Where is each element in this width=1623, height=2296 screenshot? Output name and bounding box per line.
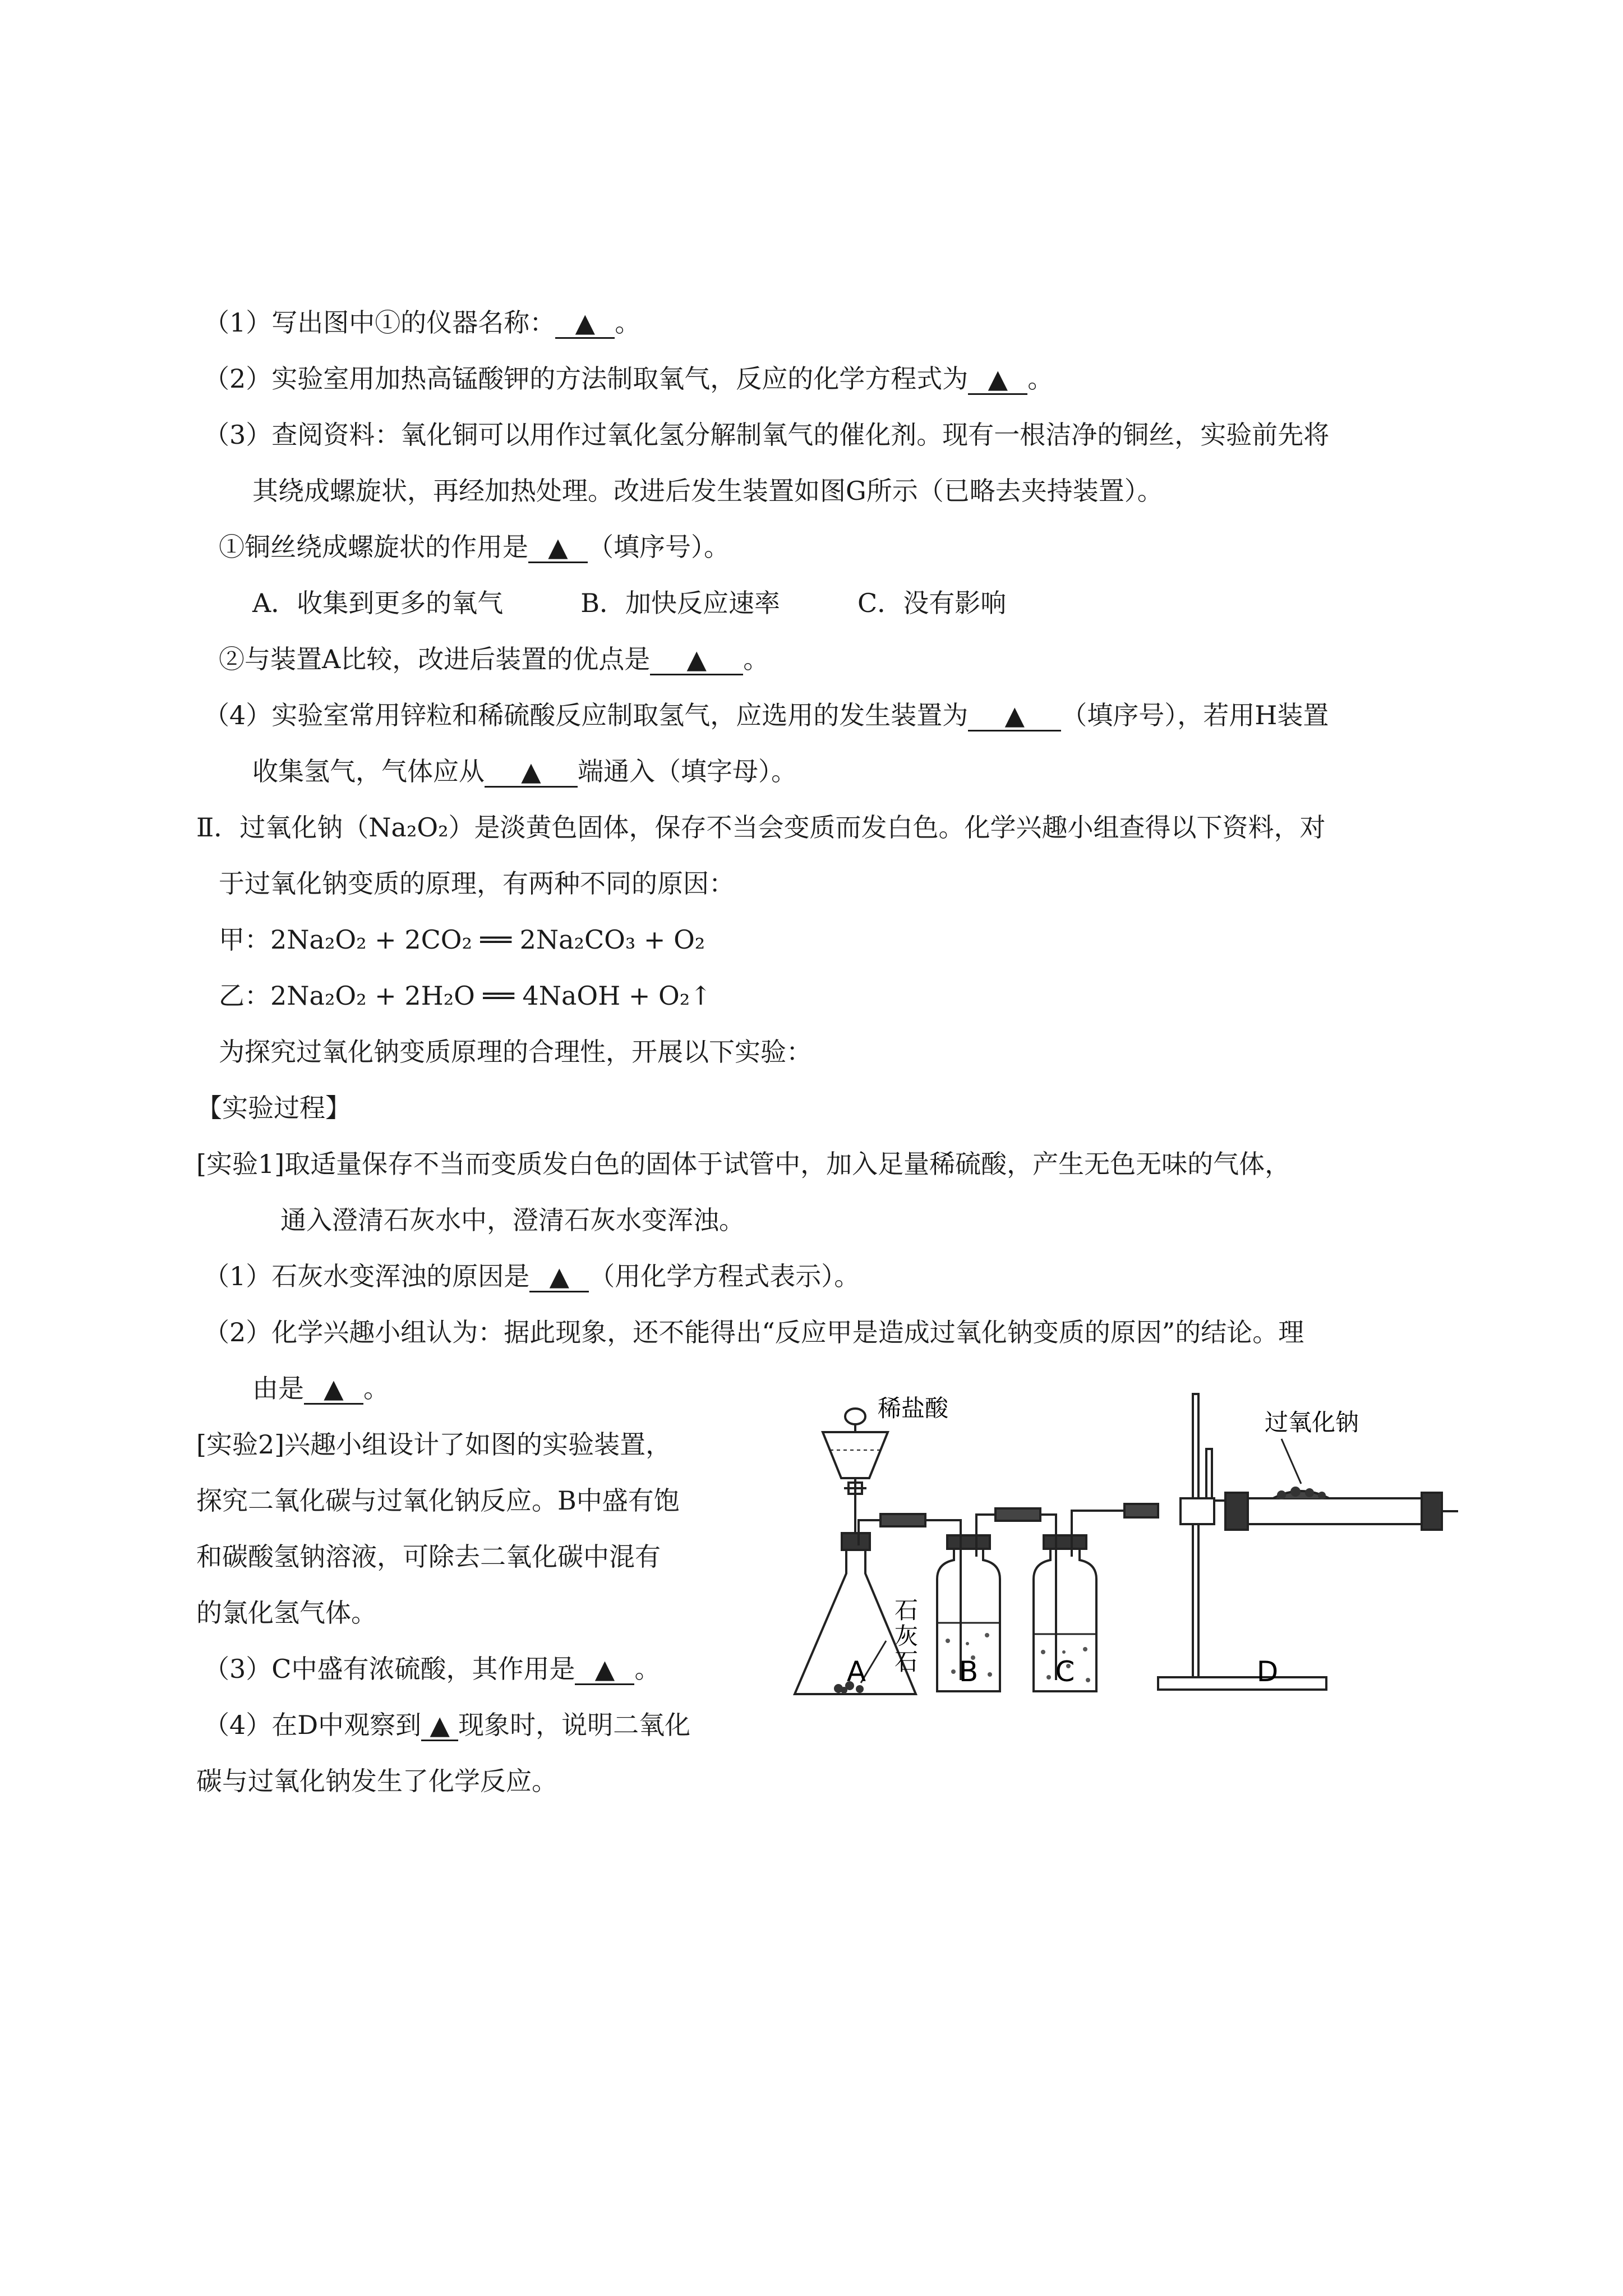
line-text: 于过氧化钠变质的原理，有两种不同的原因： xyxy=(219,868,735,899)
text-line xyxy=(204,698,1329,732)
line-text-before: （4）在D中观察到 xyxy=(204,1710,422,1740)
line-text: （2）化学兴趣小组认为：据此现象，还不能得出“反应甲是造成过氧化钠变质的原因”的结论。理 xyxy=(204,1317,1304,1347)
text-line xyxy=(252,474,1163,508)
text-line xyxy=(196,1764,557,1798)
answer-blank[interactable]: ▲ xyxy=(968,364,1027,395)
line-text-before: ①铜丝绕成螺旋状的作用是 xyxy=(219,532,528,562)
text-line xyxy=(204,1652,660,1686)
line-text-after: （填序号），若用H装置 xyxy=(1061,700,1329,730)
line-text: 探究二氧化碳与过氧化钠反应。B中盛有饱 xyxy=(196,1485,680,1516)
text-line xyxy=(280,1203,745,1237)
line-text-before: （3）C中盛有浓硫酸，其作用是 xyxy=(204,1654,575,1684)
funnel-label: 稀盐酸 xyxy=(878,1395,949,1422)
text-line xyxy=(219,530,730,564)
answer-blank[interactable]: ▲ xyxy=(529,1262,589,1292)
text-line xyxy=(204,1259,860,1293)
line-text: 为探究过氧化钠变质原理的合理性，开展以下实验： xyxy=(219,1037,812,1067)
line-text-after: 。 xyxy=(743,644,769,674)
text-line xyxy=(196,1596,377,1630)
line-text: 乙：2Na₂O₂ + 2H₂O ══ 4NaOH + O₂↑ xyxy=(219,981,712,1011)
line-text: A．收集到更多的氧气 B．加快反应速率 C．没有影响 xyxy=(252,588,1007,618)
line-text: 其绕成螺旋状，再经加热处理。改进后发生装置如图G所示（已略去夹持装置）。 xyxy=(252,476,1163,506)
text-line xyxy=(204,418,1329,452)
answer-blank[interactable]: ▲ xyxy=(575,1654,634,1685)
line-text-after: 。 xyxy=(363,1373,389,1404)
answer-blank[interactable]: ▲ xyxy=(485,757,578,788)
line-text: 碳与过氧化钠发生了化学反应。 xyxy=(196,1766,557,1796)
answer-blank[interactable]: ▲ xyxy=(968,701,1061,731)
line-text-after: 现象时，说明二氧化 xyxy=(458,1710,691,1740)
text-line xyxy=(219,923,705,956)
solid-label: 石灰石 xyxy=(895,1596,919,1676)
line-text: Ⅱ．过氧化钠（Na₂O₂）是淡黄色固体，保存不当会变质而发白色。化学兴趣小组查得以下资料，对 xyxy=(196,812,1326,843)
text-line xyxy=(196,1540,661,1573)
label-a: A xyxy=(846,1655,866,1688)
line-text-after: 。 xyxy=(634,1654,661,1684)
line-text-before: 由是 xyxy=(252,1373,304,1404)
text-line xyxy=(204,362,1053,395)
connector-tubes xyxy=(880,1504,1158,1534)
text-line xyxy=(196,1484,680,1517)
answer-blank[interactable]: ▲ xyxy=(555,308,615,339)
line-text-after: （填序号）。 xyxy=(588,532,730,562)
apparatus-figure xyxy=(788,1388,1458,1700)
apparatus-d xyxy=(1158,1394,1458,1690)
answer-blank[interactable]: ▲ xyxy=(421,1710,458,1741)
tube-label: 过氧化钠 xyxy=(1265,1409,1359,1436)
line-text: 【实验过程】 xyxy=(196,1093,351,1123)
label-b: B xyxy=(958,1655,979,1688)
label-d: D xyxy=(1256,1655,1279,1688)
line-text-after: 。 xyxy=(1027,364,1054,394)
line-text-before: （4）实验室常用锌粒和稀硫酸反应制取氢气，应选用的发生装置为 xyxy=(204,700,969,730)
answer-blank[interactable]: ▲ xyxy=(528,532,588,563)
label-c: C xyxy=(1055,1655,1075,1688)
text-line xyxy=(204,1315,1304,1349)
line-text: [实验2]兴趣小组设计了如图的实验装置， xyxy=(196,1429,672,1460)
text-line xyxy=(204,306,640,339)
line-text: [实验1]取适量保存不当而变质发白色的固体于试管中，加入足量稀硫酸，产生无色无味的气体， xyxy=(196,1149,1291,1179)
line-text-before: （1）石灰水变浑浊的原因是 xyxy=(204,1261,530,1291)
line-text: 的氯化氢气体。 xyxy=(196,1598,377,1628)
line-text-after: （用化学方程式表示）。 xyxy=(589,1261,860,1291)
text-line xyxy=(219,979,712,1013)
line-text-before: （1）写出图中①的仪器名称： xyxy=(204,307,556,338)
text-line xyxy=(196,1091,351,1125)
line-text: 通入澄清石灰水中，澄清石灰水变浑浊。 xyxy=(280,1205,745,1235)
answer-blank[interactable]: ▲ xyxy=(650,645,743,675)
line-text-after: 端通入（填字母）。 xyxy=(578,756,797,786)
line-text: （3）查阅资料：氧化铜可以用作过氧化氢分解制氧气的催化剂。现有一根洁净的铜丝，实验前先将 xyxy=(204,420,1330,450)
line-text-before: ②与装置A比较，改进后装置的优点是 xyxy=(219,644,651,674)
line-text-before: （2）实验室用加热高锰酸钾的方法制取氧气，反应的化学方程式为 xyxy=(204,364,969,394)
text-line xyxy=(252,1372,389,1405)
text-line xyxy=(196,1428,671,1461)
text-line xyxy=(252,754,797,788)
text-line xyxy=(196,1147,1290,1181)
text-line xyxy=(252,586,1006,620)
text-line xyxy=(204,1708,690,1742)
line-text: 和碳酸氢钠溶液，可除去二氧化碳中混有 xyxy=(196,1542,661,1572)
line-text-after: 。 xyxy=(615,307,641,338)
line-text-before: 收集氢气，气体应从 xyxy=(252,756,485,786)
text-line xyxy=(219,867,735,900)
text-line xyxy=(196,811,1326,844)
text-line xyxy=(219,1035,812,1069)
answer-blank[interactable]: ▲ xyxy=(304,1374,363,1405)
text-line xyxy=(219,642,769,676)
line-text: 甲：2Na₂O₂ + 2CO₂ ══ 2Na₂CO₃ + O₂ xyxy=(219,924,706,955)
